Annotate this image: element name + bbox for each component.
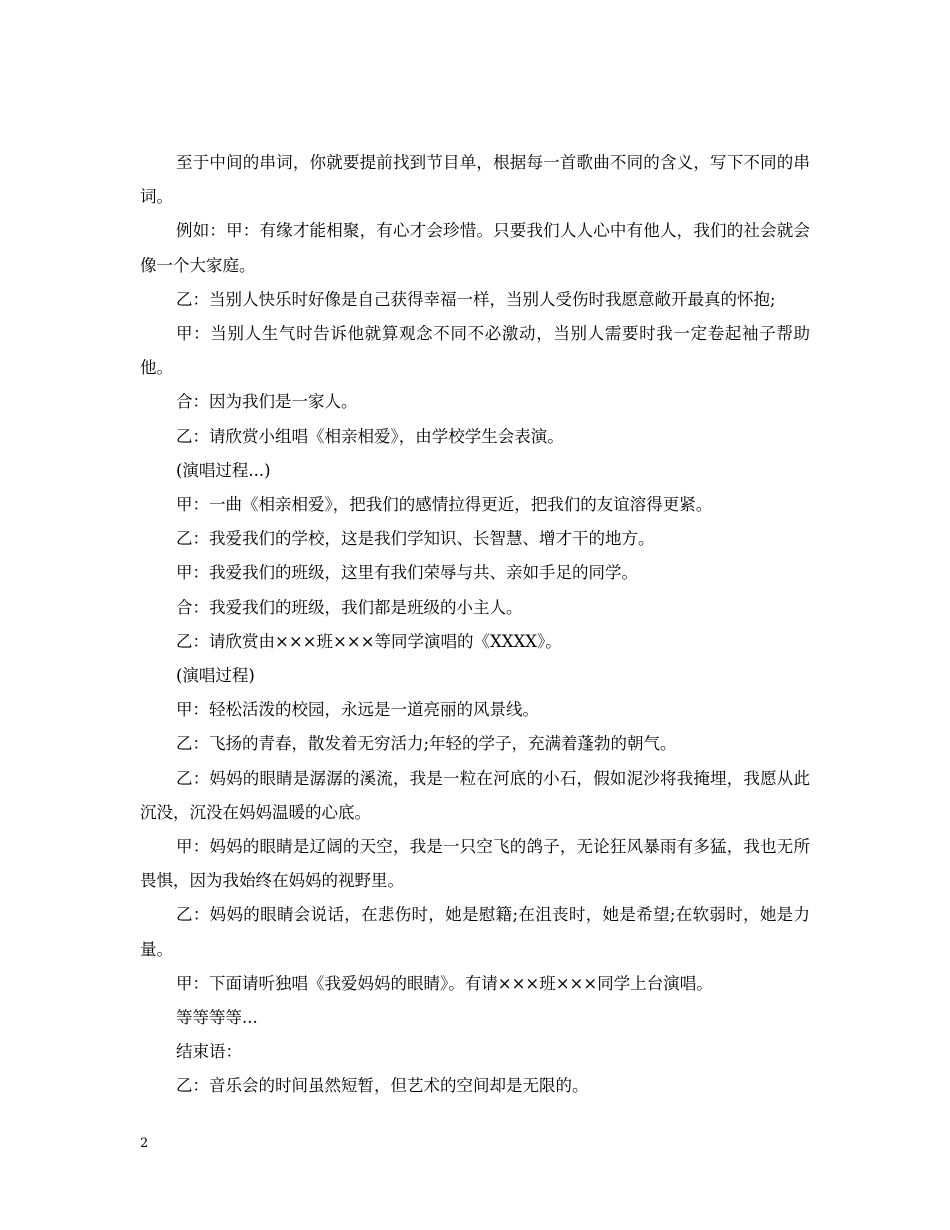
paragraph: 甲：妈妈的眼睛是辽阔的天空，我是一只空飞的鸽子，无论狂风暴雨有多猛，我也无所畏惧，因为我始终在妈妈的视野里。: [140, 837, 810, 891]
paragraph: 甲：轻松活泼的校园，永远是一道亮丽的风景线。: [176, 700, 539, 720]
paragraph: 乙：妈妈的眼睛是潺潺的溪流，我是一粒在河底的小石，假如泥沙将我掩埋，我愿从此沉没，沉没在妈妈温暖的心底。: [140, 768, 810, 822]
paragraph: 乙：请欣赏由×××班×××等同学演唱的《XXXX》。: [176, 631, 562, 651]
paragraph: 合：因为我们是一家人。: [176, 392, 358, 412]
paragraph: 乙：当别人快乐时好像是自己获得幸福一样，当别人受伤时我愿意敞开最真的怀抱;: [176, 289, 776, 309]
paragraph: 结束语：: [176, 1042, 242, 1062]
paragraph: 乙：我爱我们的学校，这是我们学知识、长智慧、增才干的地方。: [176, 529, 655, 549]
paragraph: 乙：音乐会的时间虽然短暂，但艺术的空间却是无限的。: [176, 1076, 589, 1096]
paragraph: (演唱过程...): [176, 460, 271, 480]
paragraph: 甲：我爱我们的班级，这里有我们荣辱与共、亲如手足的同学。: [176, 563, 638, 583]
paragraph: 乙：飞扬的青春，散发着无穷活力;年轻的学子，充满着蓬勃的朝气。: [176, 734, 677, 754]
paragraph: 甲：当别人生气时告诉他就算观念不同不必激动，当别人需要时我一定卷起袖子帮助他。: [140, 324, 810, 378]
page-number: 2: [140, 1136, 149, 1151]
paragraph: 甲：下面请听独唱《我爱妈妈的眼睛》。有请×××班×××同学上台演唱。: [176, 973, 713, 993]
paragraph: 等等等等...: [176, 1008, 258, 1028]
paragraph: 例如：甲：有缘才能相聚，有心才会珍惜。只要我们人人心中有他人，我们的社会就会像一个大家庭。: [140, 221, 810, 275]
paragraph: 乙：妈妈的眼睛会说话，在悲伤时，她是慰籍;在沮丧时，她是希望;在软弱时，她是力量。: [140, 905, 810, 959]
paragraph: 甲：一曲《相亲相爱》，把我们的感情拉得更近，把我们的友谊溶得更紧。: [176, 495, 713, 515]
paragraph: (演唱过程): [176, 666, 255, 686]
paragraph: 至于中间的串词，你就要提前找到节目单，根据每一首歌曲不同的含义，写下不同的串词。: [140, 153, 810, 207]
paragraph: 乙：请欣赏小组唱《相亲相爱》，由学校学生会表演。: [176, 426, 564, 446]
paragraph: 合：我爱我们的班级，我们都是班级的小主人。: [176, 597, 523, 617]
body-text: [140, 146, 810, 1104]
